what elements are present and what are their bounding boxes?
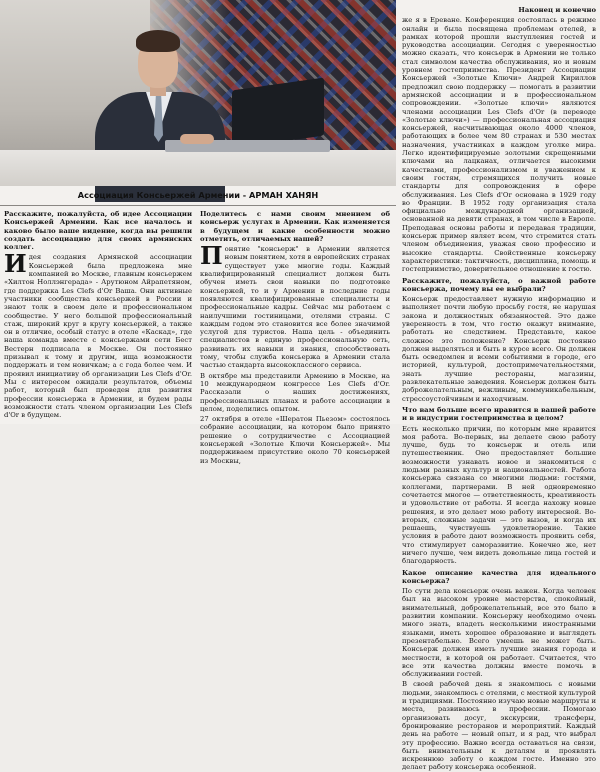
drop-cap: П [200, 241, 223, 271]
paragraph: По сути дела консьерж очень важен. Когда человек был на высоком уровне мастерства, спокойный, внимательный, доброжелательный, все это было в развитии компании. Консьержу необходимо очень много знать, владеть несколькими иностранными языками, иметь хорошее образование и выглядеть презентабельно. Всего умеешь не может быть. Консьерж должен иметь лучшие знания города и местности, в которой он работает. Считается, что все эти качества должны вместе помочь в обслуживании гостей. [402, 587, 596, 679]
text-column-middle [200, 210, 390, 465]
interview-question: Расскажите, пожалуйста, о важной работе консьержа, почему вы ее выбрали? [402, 276, 596, 293]
continued-line: Наконец и конечно [518, 6, 596, 14]
paragraph: 27 октября в отеле «Шератон Пьезом» состоялось собрание ассоциации, на котором было принято решение о сотрудничестве с Ассоциацией консьержей «Золотые Ключи Консьержей». Мы поддерживаем присутствие около 70 консьержей из Москвы, [200, 415, 390, 465]
paragraph: Есть несколько причин, по которым мне нравится моя работа. Во-первых, вы делаете свою работу лучше, будь то консьерж и отель или путешественник. Оно предоставляет большие возможности узнавать новое и знакомиться с людьми разных культур и национальностей. Работа консьержа связана со многими людьми: гостями, коллегами, партнерами. В ней одновременно сочетается многое — ответственность, креативность и удовольствие от работы. Я всегда нахожу новые решения, и это делает мою работу интересной. Во-вторых, сложные задачи — это вызов, и когда их решаешь, чувствуешь удовлетворение. Такие условия в работе дают возможность проявить себя, что стимулирует саморазвитие. Конечно же, нет ничего лучше, чем видеть довольные лица гостей и благодарность. [402, 424, 596, 566]
interview-question: Какое описание качества для идеального консьержа? [402, 568, 596, 585]
paragraph: же я в Ереване. Конференция состоялась в режиме онлайн и была посвящена проблемам отелей, в рамках которой прошли выступления гостей и руководства ассоциации. Сегодня с уверенностью можно сказать, что консьерж в Армении не только стал символом качества обслуживания, но и новым уровнем гостеприимства. Президент Ассоциации Консьержей «Золотые Ключи» Андрей Кириллов предложил свою поддержку — помогать в развитии армянской ассоциации и в профессиональном сопровождении. «Золотые ключи» являются членами ассоциации Les Clefs d'Or (в переводе «Золотые ключи») — профессиональная ассоциация консьержей, насчитывающая около 4000 членов, работающих в более чем 80 странах и 530 местах назначения, участниках в каждом уголке мира. Легко идентифицируемые золотыми скрещенными ключами на лацканах, отличается высокими качествами, профессионализмом и уважением к своим гостям, стремящихся получить новые стандарты для сопровождения в сфере обслуживания. Les Clefs d'Or основана в 1929 году во Франции. В 1952 году организация стала официально международной организацией, основанной на девяти странах, в том числе в Европе. Преподавая основы работы и передавая традиции, консьерж пример являет всем, что стремится стать членом объединения, уважая свою профессию и высокие стандарты. Свойственные консьержу характеристики: тактичность, дисциплина, помощь и гостеприимство, доверительное отношение к гостю. [402, 16, 596, 274]
interview-question: Что вам больше всего нравится в вашей работе и в индустрии гостеприимства в целом? [402, 405, 596, 423]
desk [0, 150, 396, 186]
portrait-photo [0, 0, 396, 186]
answer-text: дея создания Армянской ассоциации Консьержей была предложена мне компанией во Москве, главным консьержем «Хилтон Ноллэнгерада» - Арутюном Айрапетяном, где поддержка Les Clefs d'Or Ваша. Они активные участники сообщества консьержей в России и знают толк в своем деле и профессиональном сообществе. У него большой профессиональный стаж, широкий круг в кругу консьержей, а также он в отличие, особый статус в отеле «Каскад», где наша команда вместе с консьержами сети Бест Вестерн подписала в Москве. Он постоянно призывал к тому и другим, ища возможности поддержать и тем новичкам; а с года более чем. И проявил инициативу об организации Les Clefs d'Or. Мы с интересом ожидали результатов, объемы работ, который был проведен для развития профессии консьержа в Армении, и будем рады возможности стать членом организации Les Clefs d'Or в будущем. [4, 253, 192, 420]
paragraph: Консьерж предоставляет нужную информацию и выполняет почти любую просьбу гостя, не нарушая закона и должностных обязанностей. Это даже уверенность в том, что гостю окажут внимание, работать не следствием. Представьте, какое сложное это положение? Консьерж постоянно должен выделяться и быть в курсе всего. Он должен быть осведомлен и всеми событиями в городе, его историей, культурой, достопримечательностями, знать лучшие рестораны, магазины, развлекательные заведения. Консьерж должен быть доброжелательным, вежливым, коммуникабельным, стрессоустойчивым и находчивым. [402, 295, 596, 403]
interview-answer [4, 249, 192, 420]
caption-divider [0, 205, 396, 206]
answer-text: онятие "консьерж" в Армении является новым понятием, хотя в европейских странах существует уже многие годы. Каждый квалифицированный специалист должен быть обучен иметь свои навыки по подготовке консьержей, то и у Армении в последние годы появляются квалифицированные специалисты и профессиональные кадры. Сейчас мы работаем с наилучшими гостиницами, отелями страны. С каждым годом это становится все более значимой услугой для туристов. Наша цель - объединить специалистов в единую профессиональную сеть, развивать их навыки и знания, способствовать тому, чтобы служба консьержа в Армении стала частью стандарта высококлассного сервиса. [200, 245, 390, 370]
drop-cap: И [4, 249, 27, 279]
paragraph: В октябре мы представили Армению в Москве, на 10 международном конгрессе Les Clefs d'Or. Рассказали о наших достижениях, профессиональных планах и работе ассоциации в целом, поделились опытом. [200, 371, 390, 413]
text-column-right [402, 6, 596, 772]
interview-question: Поделитесь с нами своим мнением об консьерж услугах в Армении. Как изменяется в будущем и какие особенности можно отметить, отличаемых нашей? [200, 210, 390, 243]
photo-caption: Ассоциация Консьержей Армении - АРМАН ХАНЯН [77, 190, 319, 200]
hand [180, 134, 214, 144]
hair [136, 30, 180, 52]
paragraph: В своей рабочей день я знакомлюсь с новыми людьми, знакомлюсь с отелями, с местной культурой и традициями. Постоянно изучаю новые маршруты и места, развиваюсь в профессии. Помогаю организовать досуг, экскурсии, трансферы, бронирование ресторанов и мероприятий. Каждый день на работе — новый опыт, и я рад, что выбрал эту профессию. Важно всегда оставаться на связи, быть внимательным к деталям и проявлять искреннюю заботу о каждом госте. Именно это делает работу консьержа особенной. [402, 680, 596, 772]
interview-question: Расскажите, пожалуйста, об идее Ассоциации Консьержей Армении. Как все началось и каково было ваше видение, когда вы решили создать ассоциацию для своих армянских коллег. [4, 210, 192, 252]
text-column-left [4, 210, 192, 422]
interview-answer [200, 241, 390, 370]
